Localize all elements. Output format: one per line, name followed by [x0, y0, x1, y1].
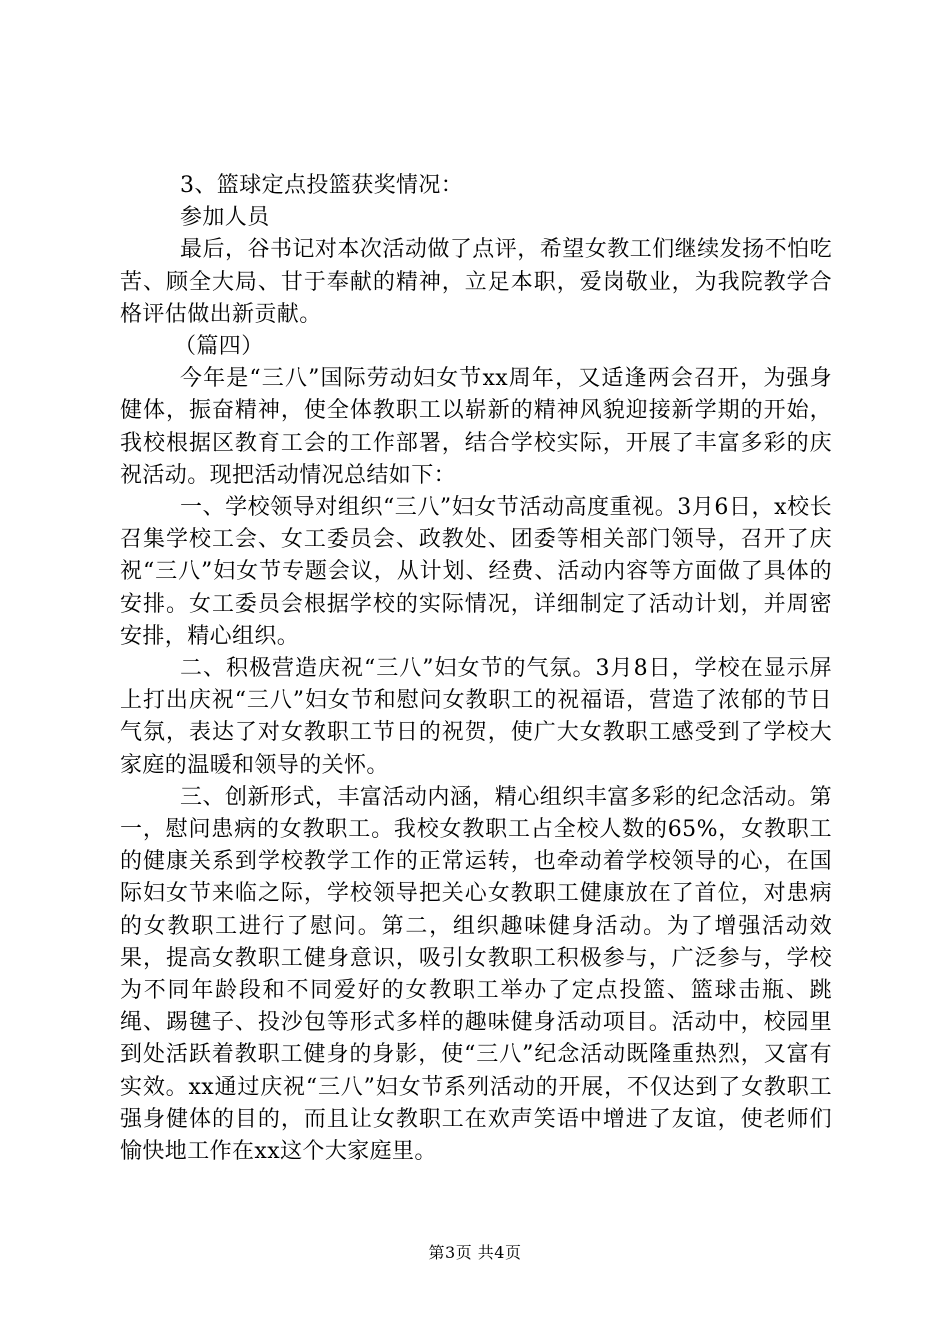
paragraph-basketball-awards: 3、篮球定点投篮获奖情况： [180, 173, 464, 198]
paragraph-point-three: 三、创新形式，丰富活动内涵，精心组织丰富多彩的纪念活动。第一，慰问患病的女教职工。我校女教职工占全校人数的65%，女教职工的健康关系到学校教学工作的正常运转，也牵动着学校领导的心，在国际妇女节来临之际，学校领导把关心女教职工健康放在了首位，对患病的女教职工进行了慰问。第二，组织趣味健身活动。为了增强活动效果，提高女教职工健身意识，吸引女教职工积极参与，广泛参与，学校为不同年龄段和不同爱好的女教职工举办了定点投篮、篮球击瓶、跳绳、踢毽子、投沙包等形式多样的趣味健身活动项目。活动中，校园里到处活跃着教职工健身的身影，使“三八”纪念活动既隆重热烈，又富有实效。xx通过庆祝“三八”妇女节系列活动的开展，不仅达到了女教职工强身健体的目的，而且让女教职工在欢声笑语中增进了友谊，使老师们愉快地工作在xx这个大家庭里。 [120, 784, 832, 1165]
paragraph-point-two: 二、积极营造庆祝“三八”妇女节的气氛。3月8日，学校在显示屏上打出庆祝“三八”妇女节和慰问女教职工的祝福语，营造了浓郁的节日气氛，表达了对女教职工节日的祝贺，使广大女教职工感受到了学校大家庭的温暖和领导的关怀。 [120, 656, 832, 778]
paragraph-point-one: 一、学校领导对组织“三八”妇女节活动高度重视。3月6日，x校长召集学校工会、女工委员会、政教处、团委等相关部门领导，召开了庆祝“三八”妇女节专题会议，从计划、经费、活动内容等方面做了具体的安排。女工委员会根据学校的实际情况，详细制定了活动计划，并周密安排，精心组织。 [120, 495, 832, 649]
section-heading-part-four: （篇四） [174, 334, 264, 360]
document-body [120, 170, 832, 1168]
paragraph-closing-remarks: 最后，谷书记对本次活动做了点评，希望女教工们继续发扬不怕吃苦、顾全大局、甘于奉献的精神，立足本职，爱岗敬业，为我院教学合格评估做出新贡献。 [120, 237, 832, 327]
paragraph-participants: 参加人员 [180, 205, 270, 231]
page-footer: 第3页 共4页 [428, 1243, 522, 1262]
paragraph-introduction: 今年是“三八”国际劳动妇女节xx周年，又适逢两会召开，为强身健体，振奋精神，使全体教职工以崭新的精神风貌迎接新学期的开始，我校根据区教育工会的工作部署，结合学校实际，开展了丰富多彩的庆祝活动。现把活动情况总结如下： [120, 366, 832, 488]
